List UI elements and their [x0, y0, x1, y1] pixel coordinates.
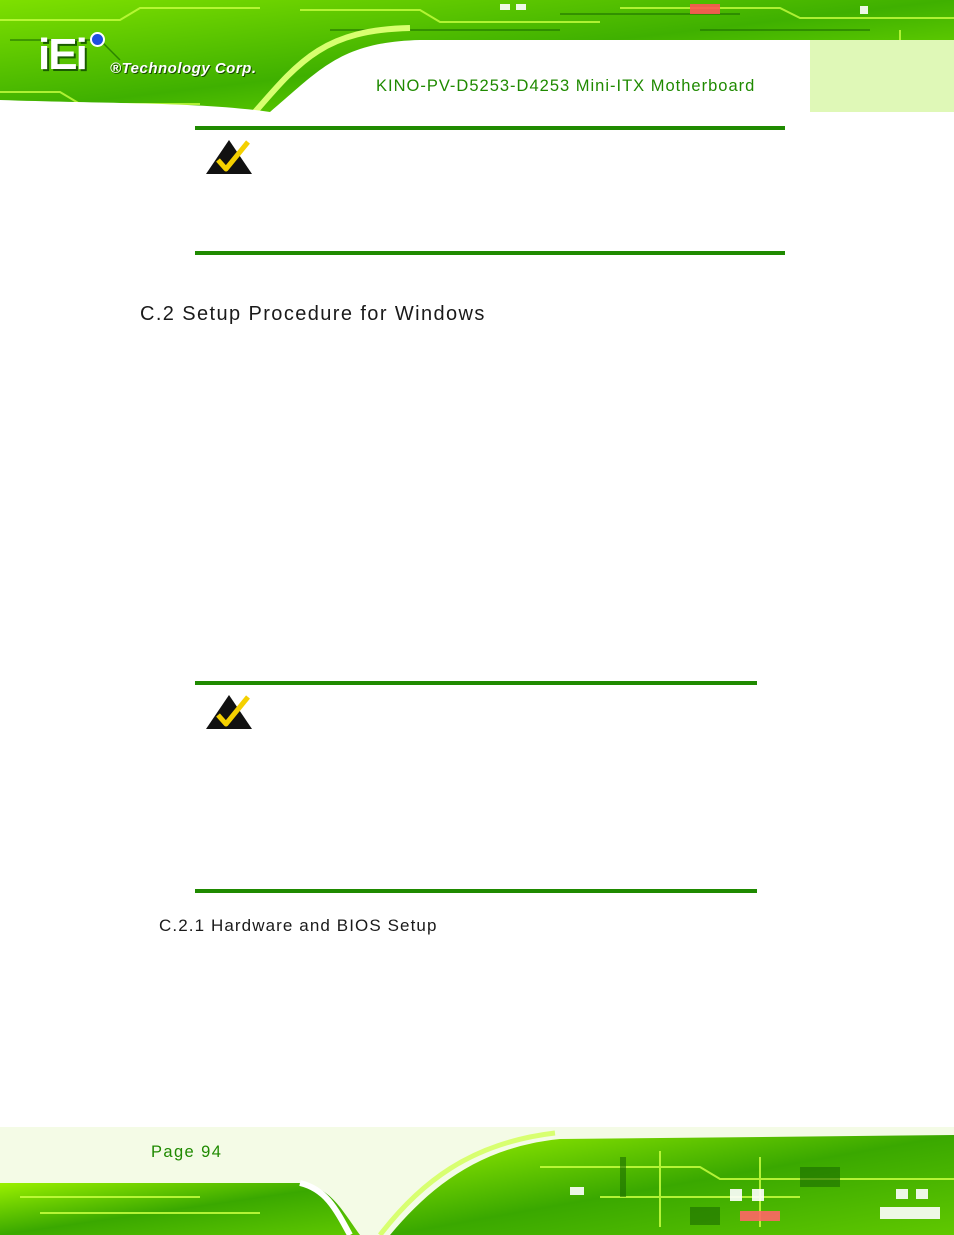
- page-header-banner: [0, 0, 954, 112]
- logo-company-name: ®Technology Corp.: [110, 60, 257, 77]
- circuit-board-background: [0, 1127, 954, 1235]
- subsection-heading: C.2.1 Hardware and BIOS Setup: [159, 916, 438, 935]
- page-number: Page 94: [151, 1143, 223, 1161]
- note-bottom-rule: [195, 251, 785, 255]
- iei-logo: [38, 30, 288, 84]
- note-checkmark-icon: [204, 136, 254, 176]
- note-top-rule: [195, 126, 785, 130]
- note-bottom-rule: [195, 889, 757, 893]
- page-footer-banner: [0, 1127, 954, 1235]
- note-top-rule: [195, 681, 757, 685]
- note-checkmark-icon: [204, 691, 254, 731]
- section-heading: C.2 Setup Procedure for Windows: [140, 303, 486, 325]
- logo-dot-icon: [90, 32, 105, 47]
- logo-mark: iEi: [38, 30, 86, 79]
- document-title: KINO-PV-D5253-D4253 Mini-ITX Motherboard: [376, 77, 756, 95]
